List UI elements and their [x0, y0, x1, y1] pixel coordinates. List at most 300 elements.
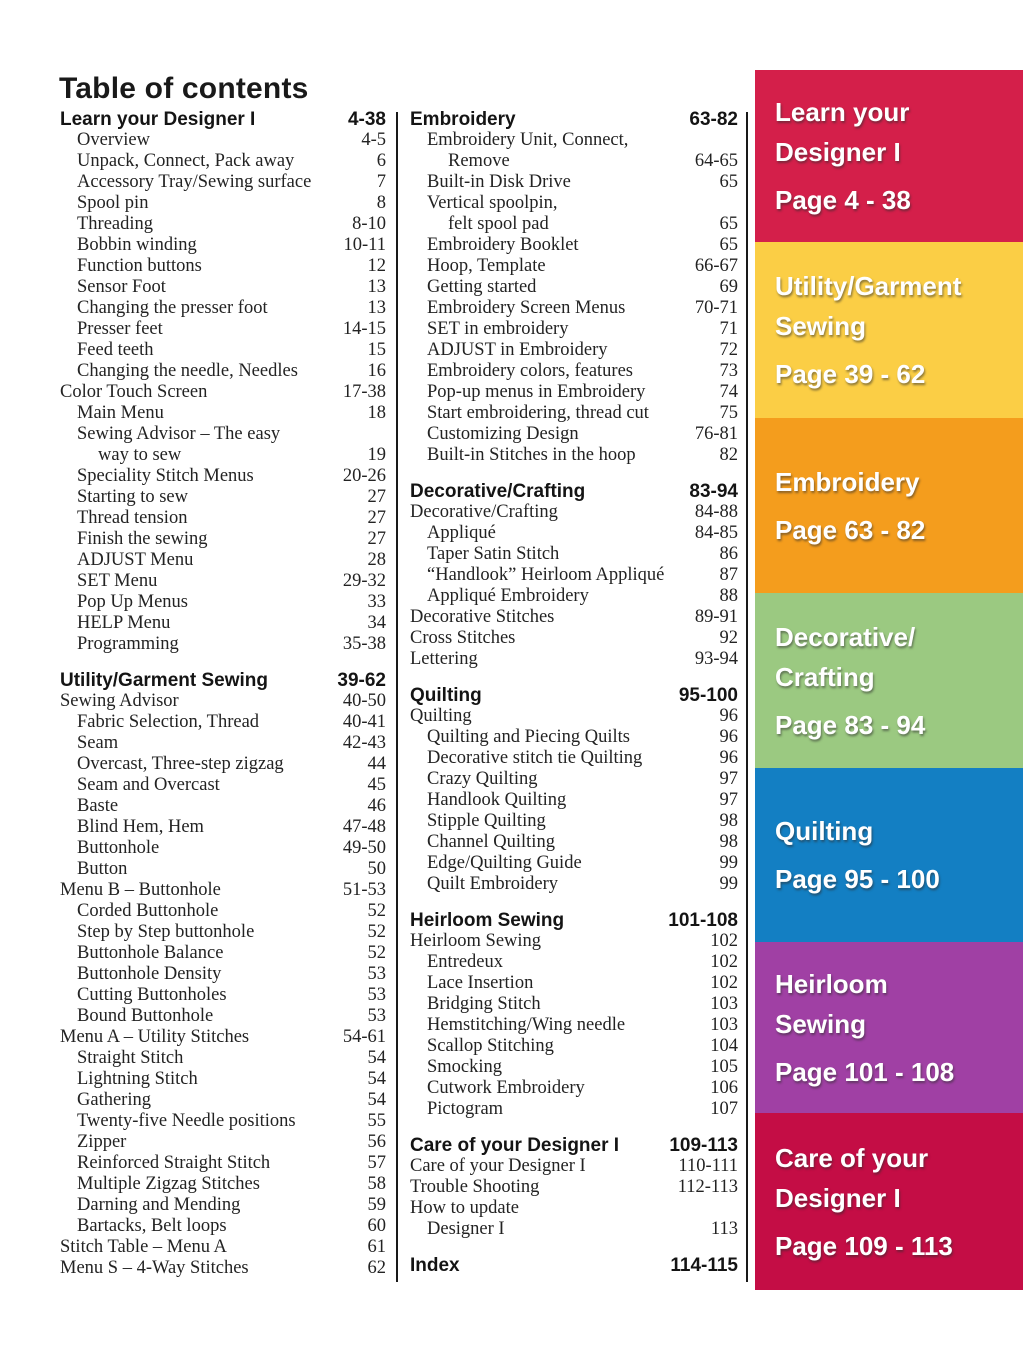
entry-label: Blind Hem, Hem — [77, 817, 204, 837]
toc-entry — [60, 1258, 386, 1279]
toc-section — [410, 1255, 738, 1276]
toc-entry — [410, 727, 738, 748]
toc-section-header — [410, 109, 738, 130]
toc-entry — [60, 796, 386, 817]
section-title: Learn your Designer I — [60, 109, 256, 130]
toc-section — [410, 910, 738, 1120]
toc-entry — [60, 256, 386, 277]
entry-pages: 61 — [367, 1237, 386, 1257]
entry-pages: 98 — [719, 811, 738, 831]
entry-pages: 72 — [719, 340, 738, 360]
toc-entry — [410, 586, 738, 607]
toc-entry — [410, 214, 738, 235]
entry-label: Bridging Stitch — [427, 994, 541, 1014]
toc-entry — [410, 1036, 738, 1057]
toc-entry — [60, 424, 386, 445]
toc-entry — [60, 922, 386, 943]
entry-pages: 19 — [367, 445, 386, 465]
entry-label: Feed teeth — [77, 340, 154, 360]
entry-pages: 34 — [367, 613, 386, 633]
sidebar-section-page: Page 63 - 82 — [775, 514, 926, 545]
toc-entry — [60, 754, 386, 775]
entry-label: Multiple Zigzag Stitches — [77, 1174, 260, 1194]
entry-label: Lightning Stitch — [77, 1069, 198, 1089]
entry-label: Starting to sew — [77, 487, 188, 507]
entry-pages: 103 — [710, 1015, 738, 1035]
entry-label: Stipple Quilting — [427, 811, 546, 831]
entry-label: How to update — [410, 1198, 519, 1218]
entry-label: Hemstitching/Wing needle — [427, 1015, 626, 1035]
sidebar — [755, 70, 1023, 1290]
entry-pages: 112-113 — [677, 1177, 738, 1197]
entry-pages: 73 — [719, 361, 738, 381]
entry-label: HELP Menu — [77, 613, 171, 633]
entry-pages: 99 — [719, 874, 738, 894]
entry-label: “Handlook” Heirloom Appliqué — [427, 565, 665, 585]
toc-section-header — [410, 481, 738, 502]
toc-entry — [410, 748, 738, 769]
section-pages: 4-38 — [347, 109, 386, 130]
entry-pages: 58 — [367, 1174, 386, 1194]
toc-entry — [410, 973, 738, 994]
entry-label: Menu S – 4-Way Stitches — [60, 1258, 249, 1278]
entry-label: Bound Buttonhole — [77, 1006, 214, 1026]
entry-pages: 84-85 — [694, 523, 738, 543]
entry-pages: 86 — [719, 544, 738, 564]
toc-entry — [60, 1111, 386, 1132]
entry-label: Taper Satin Stitch — [427, 544, 560, 564]
entry-pages: 54 — [367, 1048, 386, 1068]
toc-entry — [60, 235, 386, 256]
toc-section-header — [410, 1135, 738, 1156]
entry-label: Embroidery colors, features — [427, 361, 633, 381]
toc-section-header — [410, 910, 738, 931]
entry-label: Entredeux — [427, 952, 504, 972]
entry-label: Decorative/Crafting — [410, 502, 558, 522]
entry-label: Appliqué — [427, 523, 496, 543]
toc-entry — [60, 1132, 386, 1153]
entry-label: Cross Stitches — [410, 628, 516, 648]
toc-entry — [60, 1048, 386, 1069]
section-title: Quilting — [410, 685, 482, 706]
toc-entry — [60, 382, 386, 403]
entry-pages: 113 — [710, 1219, 738, 1239]
entry-label: Accessory Tray/Sewing surface — [77, 172, 312, 192]
toc-entry — [60, 691, 386, 712]
entry-pages: 102 — [710, 973, 738, 993]
toc-entry — [410, 235, 738, 256]
sidebar-section — [755, 242, 1023, 418]
toc-entry — [410, 1015, 738, 1036]
toc-entry — [60, 130, 386, 151]
entry-label: Buttonhole — [77, 838, 160, 858]
entry-label: Overview — [77, 130, 150, 150]
entry-pages: 96 — [719, 706, 738, 726]
section-pages: 95-100 — [678, 685, 738, 706]
entry-label: Bartacks, Belt loops — [77, 1216, 227, 1236]
toc-entry — [60, 319, 386, 340]
entry-pages: 27 — [367, 508, 386, 528]
sidebar-section — [755, 70, 1023, 242]
sidebar-section-title: Learn your — [775, 97, 910, 127]
entry-label: Built-in Stitches in the hoop — [427, 445, 636, 465]
toc-entry — [60, 403, 386, 424]
entry-label: Main Menu — [77, 403, 164, 423]
section-pages: 101-108 — [668, 910, 738, 931]
entry-label: Scallop Stitching — [427, 1036, 554, 1056]
sidebar-section-title: Designer I — [775, 137, 901, 167]
entry-label: Threading — [77, 214, 154, 234]
entry-label: Corded Buttonhole — [77, 901, 219, 921]
section-title: Embroidery — [410, 109, 516, 130]
toc-entry — [410, 298, 738, 319]
entry-pages: 28 — [367, 550, 386, 570]
entry-pages: 74 — [719, 382, 738, 402]
toc-entry — [60, 817, 386, 838]
section-title: Utility/Garment Sewing — [60, 670, 268, 691]
entry-label: Straight Stitch — [77, 1048, 184, 1068]
toc-entry — [60, 529, 386, 550]
sidebar-section-title: Heirloom — [775, 968, 888, 999]
entry-pages: 29-32 — [342, 571, 386, 591]
entry-label: Finish the sewing — [77, 529, 208, 549]
toc-entry — [410, 853, 738, 874]
toc-entry — [60, 340, 386, 361]
entry-pages: 8-10 — [352, 214, 386, 234]
entry-label: Cutwork Embroidery — [427, 1078, 585, 1098]
toc-entry — [410, 1156, 738, 1177]
entry-label: Gathering — [77, 1090, 151, 1110]
entry-pages: 82 — [719, 445, 738, 465]
entry-pages: 15 — [367, 340, 386, 360]
toc-entry — [60, 172, 386, 193]
entry-pages: 46 — [367, 796, 386, 816]
toc-entry — [410, 523, 738, 544]
entry-label: Changing the needle, Needles — [77, 361, 298, 381]
entry-label: Quilting — [410, 706, 472, 726]
entry-label: Presser feet — [77, 319, 163, 339]
entry-pages: 98 — [719, 832, 738, 852]
toc-section-header — [60, 670, 386, 691]
entry-pages: 105 — [710, 1057, 738, 1077]
entry-pages: 103 — [710, 994, 738, 1014]
toc-entry — [410, 424, 738, 445]
entry-pages: 97 — [719, 769, 738, 789]
entry-pages: 52 — [367, 901, 386, 921]
entry-pages: 50 — [367, 859, 386, 879]
entry-label: Fabric Selection, Thread — [77, 712, 260, 732]
toc-section — [410, 481, 738, 670]
entry-label: SET in embroidery — [427, 319, 569, 339]
entry-pages: 14-15 — [342, 319, 386, 339]
entry-pages: 53 — [367, 964, 386, 984]
toc-entry — [60, 1090, 386, 1111]
entry-label: Darning and Mending — [77, 1195, 241, 1215]
entry-pages: 87 — [719, 565, 738, 585]
sidebar-section-title: Designer I — [775, 1182, 901, 1213]
toc-entry — [60, 298, 386, 319]
toc-entry — [60, 193, 386, 214]
entry-label: Baste — [77, 796, 119, 816]
entry-pages: 75 — [719, 403, 738, 423]
column-divider — [746, 112, 748, 1282]
entry-pages: 60 — [367, 1216, 386, 1236]
toc-entry — [60, 487, 386, 508]
toc-entry — [60, 214, 386, 235]
entry-pages: 4-5 — [361, 130, 386, 150]
sidebar-section — [755, 418, 1023, 593]
toc-entry — [410, 790, 738, 811]
entry-pages: 53 — [367, 1006, 386, 1026]
entry-label: way to sew — [98, 445, 182, 465]
entry-pages: 47-48 — [342, 817, 386, 837]
entry-pages: 27 — [367, 487, 386, 507]
toc-entry — [60, 277, 386, 298]
entry-pages: 40-41 — [342, 712, 386, 732]
entry-pages: 55 — [367, 1111, 386, 1131]
toc-entry — [410, 256, 738, 277]
toc-entry — [60, 1006, 386, 1027]
entry-pages: 76-81 — [694, 424, 738, 444]
section-title: Care of your Designer I — [410, 1135, 620, 1156]
sidebar-section-title: Embroidery — [775, 466, 920, 497]
entry-pages: 106 — [710, 1078, 738, 1098]
entry-label: Decorative Stitches — [410, 607, 555, 627]
sidebar-section-page: Page 39 - 62 — [775, 359, 926, 389]
entry-label: Color Touch Screen — [60, 382, 208, 402]
entry-pages: 53 — [367, 985, 386, 1005]
entry-pages: 17-38 — [342, 382, 386, 402]
entry-label: Seam — [77, 733, 119, 753]
entry-pages: 107 — [710, 1099, 738, 1119]
entry-label: Buttonhole Balance — [77, 943, 224, 963]
toc-entry — [410, 130, 738, 151]
toc-entry — [60, 964, 386, 985]
entry-label: Remove — [448, 151, 510, 171]
entry-pages: 66-67 — [694, 256, 738, 276]
toc-entry — [410, 403, 738, 424]
toc-entry — [60, 712, 386, 733]
toc-entry — [60, 1174, 386, 1195]
toc-section-header — [410, 1255, 738, 1276]
entry-label: Embroidery Unit, Connect, — [427, 130, 629, 150]
entry-label: Thread tension — [77, 508, 188, 528]
toc-entry — [410, 151, 738, 172]
entry-pages: 54-61 — [342, 1027, 386, 1047]
toc-entry — [410, 319, 738, 340]
entry-pages: 97 — [719, 790, 738, 810]
entry-label: Sewing Advisor — [60, 691, 179, 711]
entry-label: Embroidery Screen Menus — [427, 298, 626, 318]
entry-label: Getting started — [427, 277, 537, 297]
toc-entry — [410, 1099, 738, 1120]
entry-pages: 45 — [367, 775, 386, 795]
sidebar-section-title: Decorative/ — [775, 621, 916, 652]
entry-label: Stitch Table – Menu A — [60, 1237, 227, 1257]
toc-entry — [60, 466, 386, 487]
entry-label: Changing the presser foot — [77, 298, 268, 318]
entry-label: Step by Step buttonhole — [77, 922, 255, 942]
entry-pages: 51-53 — [342, 880, 386, 900]
toc-entry — [410, 952, 738, 973]
entry-label: SET Menu — [77, 571, 158, 591]
sidebar-section — [755, 942, 1023, 1113]
entry-label: Lettering — [410, 649, 478, 669]
section-title: Index — [410, 1255, 460, 1276]
toc-entry — [60, 985, 386, 1006]
toc-entry — [60, 571, 386, 592]
toc-entry — [60, 634, 386, 655]
entry-pages: 71 — [719, 319, 738, 339]
entry-pages: 65 — [719, 172, 738, 192]
section-pages: 39-62 — [337, 670, 386, 691]
entry-pages: 65 — [719, 235, 738, 255]
section-title: Decorative/Crafting — [410, 481, 586, 502]
entry-pages: 16 — [367, 361, 386, 381]
toc-entry — [60, 1069, 386, 1090]
entry-label: Menu B – Buttonhole — [60, 880, 221, 900]
entry-pages: 59 — [367, 1195, 386, 1215]
entry-label: Edge/Quilting Guide — [427, 853, 582, 873]
entry-label: Designer I — [427, 1219, 505, 1239]
toc-entry — [410, 361, 738, 382]
entry-pages: 49-50 — [342, 838, 386, 858]
entry-label: Heirloom Sewing — [410, 931, 542, 951]
entry-pages: 7 — [376, 172, 386, 192]
sidebar-section-page: Page 101 - 108 — [775, 1056, 955, 1087]
entry-pages: 52 — [367, 922, 386, 942]
sidebar-section-title: Quilting — [775, 816, 874, 846]
entry-pages: 13 — [367, 298, 386, 318]
sidebar-section-title: Crafting — [775, 661, 875, 692]
toc-entry — [60, 550, 386, 571]
entry-pages: 93-94 — [694, 649, 738, 669]
toc-entry — [410, 340, 738, 361]
sidebar-section-page: Page 109 - 113 — [775, 1230, 953, 1261]
entry-label: Function buttons — [77, 256, 202, 276]
toc-entry — [410, 544, 738, 565]
entry-pages: 35-38 — [342, 634, 386, 654]
entry-label: Button — [77, 859, 128, 879]
entry-label: Pictogram — [427, 1099, 504, 1119]
toc-entry — [410, 931, 738, 952]
entry-label: Seam and Overcast — [77, 775, 220, 795]
sidebar-section — [755, 1113, 1023, 1290]
entry-label: Twenty-five Needle positions — [77, 1111, 296, 1131]
entry-pages: 42-43 — [342, 733, 386, 753]
sidebar-section — [755, 593, 1023, 768]
entry-label: Bobbin winding — [77, 235, 197, 255]
sidebar-section-title: Care of your — [775, 1142, 929, 1173]
entry-label: Hoop, Template — [427, 256, 546, 276]
entry-label: Speciality Stitch Menus — [77, 466, 254, 486]
entry-label: ADJUST Menu — [77, 550, 194, 570]
toc-entry — [410, 649, 738, 670]
entry-pages: 89-91 — [694, 607, 738, 627]
entry-pages: 92 — [719, 628, 738, 648]
toc-entry — [60, 508, 386, 529]
entry-pages: 70-71 — [694, 298, 738, 318]
entry-pages: 20-26 — [342, 466, 386, 486]
entry-label: Pop-up menus in Embroidery — [427, 382, 646, 402]
toc-entry — [410, 628, 738, 649]
entry-label: Smocking — [427, 1057, 503, 1077]
entry-label: Unpack, Connect, Pack away — [77, 151, 295, 171]
toc-entry — [410, 193, 738, 214]
entry-pages: 57 — [367, 1153, 386, 1173]
toc-entry — [410, 832, 738, 853]
entry-label: Reinforced Straight Stitch — [77, 1153, 271, 1173]
entry-pages: 64-65 — [694, 151, 738, 171]
section-pages: 83-94 — [689, 481, 738, 502]
sidebar-section-title: Sewing — [775, 1008, 867, 1039]
column-divider — [396, 112, 398, 1282]
toc-entry — [410, 607, 738, 628]
entry-pages: 13 — [367, 277, 386, 297]
entry-label: Care of your Designer I — [410, 1156, 586, 1176]
toc-entry — [60, 1195, 386, 1216]
toc-section-header — [410, 685, 738, 706]
toc-entry — [60, 613, 386, 634]
entry-label: Spool pin — [77, 193, 149, 213]
entry-label: Trouble Shooting — [410, 1177, 540, 1197]
sidebar-section-title: Sewing — [775, 311, 867, 341]
entry-label: Handlook Quilting — [427, 790, 567, 810]
entry-pages: 56 — [367, 1132, 386, 1152]
entry-pages: 102 — [710, 931, 738, 951]
entry-pages: 40-50 — [342, 691, 386, 711]
entry-pages: 52 — [367, 943, 386, 963]
toc-section — [410, 685, 738, 895]
section-pages: 114-115 — [670, 1255, 738, 1276]
entry-pages: 33 — [367, 592, 386, 612]
entry-label: Menu A – Utility Stitches — [60, 1027, 250, 1047]
toc-entry — [410, 769, 738, 790]
entry-label: Sensor Foot — [77, 277, 166, 297]
entry-pages: 18 — [367, 403, 386, 423]
entry-label: ADJUST in Embroidery — [427, 340, 608, 360]
entry-pages: 110-111 — [678, 1156, 738, 1176]
entry-pages: 8 — [376, 193, 386, 213]
toc-entry — [60, 1153, 386, 1174]
toc-column — [410, 109, 738, 1276]
toc-entry — [60, 445, 386, 466]
toc-column — [60, 109, 386, 1279]
entry-label: Start embroidering, thread cut — [427, 403, 649, 423]
entry-label: Decorative stitch tie Quilting — [427, 748, 643, 768]
entry-pages: 96 — [719, 748, 738, 768]
entry-label: Quilt Embroidery — [427, 874, 559, 894]
sidebar-section-title: Utility/Garment — [775, 271, 962, 301]
entry-pages: 99 — [719, 853, 738, 873]
toc-entry — [410, 811, 738, 832]
entry-label: Cutting Buttonholes — [77, 985, 227, 1005]
entry-label: Embroidery Booklet — [427, 235, 579, 255]
entry-label: Buttonhole Density — [77, 964, 222, 984]
entry-pages: 44 — [367, 754, 386, 774]
section-title: Heirloom Sewing — [410, 910, 565, 931]
toc-entry — [60, 901, 386, 922]
sidebar-section-page: Page 83 - 94 — [775, 709, 926, 740]
toc-entry — [60, 361, 386, 382]
entry-label: felt spool pad — [448, 214, 549, 234]
toc-entry — [410, 502, 738, 523]
sidebar-section-page: Page 95 - 100 — [775, 864, 940, 894]
toc-entry — [60, 151, 386, 172]
entry-label: Vertical spoolpin, — [427, 193, 558, 213]
entry-pages: 62 — [367, 1258, 386, 1278]
entry-pages: 54 — [367, 1090, 386, 1110]
